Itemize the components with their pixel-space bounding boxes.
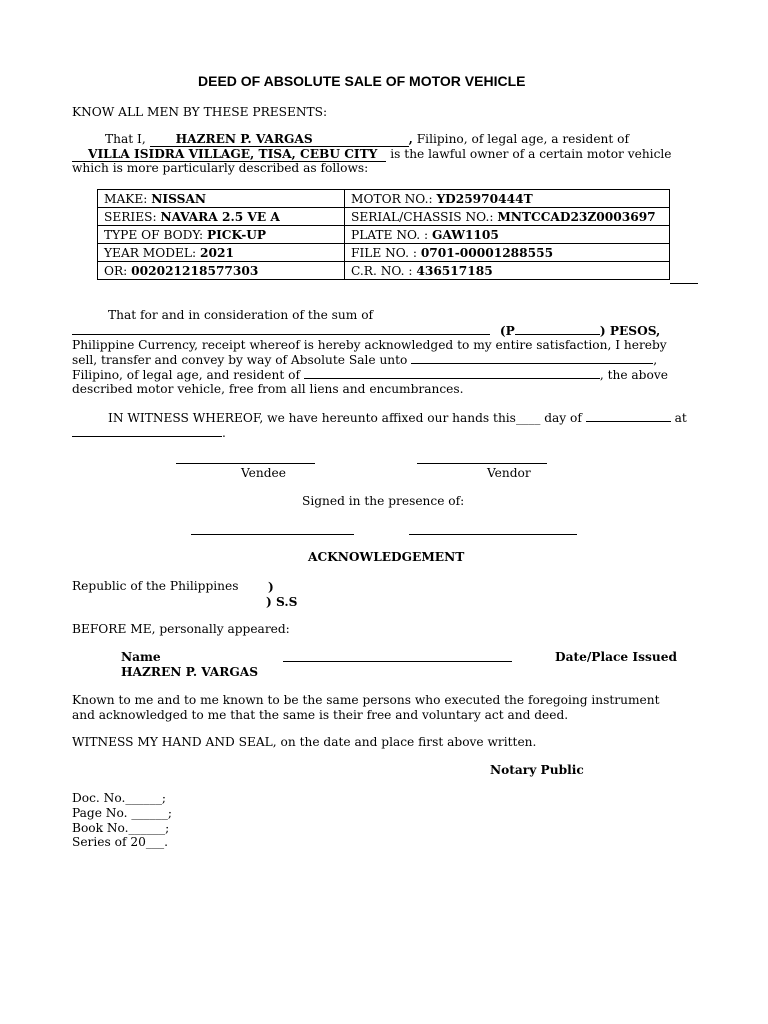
date-place-header: Date/Place Issued — [555, 650, 677, 664]
plate-no-cell: PLATE NO. : GAW1105 — [345, 226, 670, 244]
that-i-text: That I, — [105, 132, 146, 146]
notary-public-label: Notary Public — [490, 763, 584, 777]
p3-line1 — [108, 410, 687, 426]
table-row — [98, 226, 670, 244]
month-blank[interactable] — [586, 410, 671, 422]
comma: , — [408, 132, 413, 146]
chassis-no-cell: SERIAL/CHASSIS NO.: MNTCCAD23Z0003697 — [345, 208, 670, 226]
presence-text: Signed in the presence of: — [302, 494, 465, 508]
witness-text: IN WITNESS WHEREOF, we have hereunto affixed our hands this____ day of — [108, 411, 582, 425]
cr-no-cell: C.R. NO. : 436517185 — [345, 262, 670, 280]
acknowledgement-title: ACKNOWLEDGEMENT — [308, 550, 465, 564]
p2-line6: described motor vehicle, free from all liens and encumbrances. — [72, 382, 464, 396]
vendee-label: Vendee — [241, 466, 286, 480]
doc-no: Doc. No.______; — [72, 791, 167, 805]
sell-unto-text: sell, transfer and convey by way of Absolute Sale unto — [72, 353, 408, 367]
seller-address: VILLA ISIDRA VILLAGE, TISA, CEBU CITY — [72, 147, 386, 162]
buyer-address-blank[interactable] — [304, 367, 600, 379]
p2-line2 — [72, 323, 660, 339]
series-cell: SERIES: NAVARA 2.5 VE A — [98, 208, 345, 226]
resident-of-text: Filipino, of legal age, and resident of — [72, 368, 300, 382]
p2-line4 — [72, 352, 657, 368]
p3-line2 — [72, 425, 226, 441]
p1-line3: which is more particularly described as follows: — [72, 161, 369, 175]
vendor-signature-line[interactable] — [417, 463, 547, 464]
series-of: Series of 20___. — [72, 835, 169, 849]
amount-figure-blank[interactable] — [515, 323, 600, 335]
owner-text: is the lawful owner of a certain motor vehicle — [390, 147, 672, 161]
at-text: at — [674, 411, 687, 425]
name-header: Name — [121, 650, 161, 664]
table-underline-extension — [670, 283, 698, 284]
known-line1: Known to me and to me known to be the same persons who executed the foregoing instrument — [72, 693, 660, 707]
table-row — [98, 208, 670, 226]
comma: , — [653, 353, 658, 367]
filipino-text: Filipino, of legal age, a resident of — [416, 132, 630, 146]
table-row — [98, 262, 670, 280]
appearing-person-name: HAZREN P. VARGAS — [121, 665, 259, 679]
witness-hand-text: WITNESS MY HAND AND SEAL, on the date and place first above written. — [72, 735, 537, 749]
vendor-label: Vendor — [487, 466, 531, 480]
witness1-signature-line[interactable] — [191, 534, 354, 535]
above-text: , the above — [599, 368, 668, 382]
vehicle-details-table — [97, 189, 670, 280]
paren-2: ) S.S — [266, 595, 298, 609]
republic-text: Republic of the Philippines — [72, 579, 239, 593]
table-row — [98, 244, 670, 262]
page-no: Page No. ______; — [72, 806, 173, 820]
p1-line1 — [105, 132, 629, 147]
amount-words-blank[interactable] — [72, 323, 490, 335]
pesos-text: ) PESOS, — [599, 324, 661, 338]
p-open: (P — [499, 324, 515, 338]
before-me-text: BEFORE ME, personally appeared: — [72, 622, 290, 636]
table-row — [98, 190, 670, 208]
document-title: DEED OF ABSOLUTE SALE OF MOTOR VEHICLE — [198, 73, 526, 89]
or-cell: OR: 002021218577303 — [98, 262, 345, 280]
year-model-cell: YEAR MODEL: 2021 — [98, 244, 345, 262]
period: . — [222, 426, 226, 440]
vendee-signature-line[interactable] — [176, 463, 315, 464]
motor-no-cell: MOTOR NO.: YD25970444T — [345, 190, 670, 208]
witness2-signature-line[interactable] — [409, 534, 577, 535]
intro-text: KNOW ALL MEN BY THESE PRESENTS: — [72, 105, 328, 119]
file-no-cell: FILE NO. : 0701-00001288555 — [345, 244, 670, 262]
consideration-text: That for and in consideration of the sum of — [108, 308, 374, 322]
p2-line5 — [72, 367, 668, 383]
p1-line2 — [72, 147, 672, 162]
known-line2: and acknowledged to me that the same is their free and voluntary act and deed. — [72, 708, 569, 722]
id-number-line[interactable] — [283, 661, 512, 662]
p2-line3: Philippine Currency, receipt whereof is hereby acknowledged to my entire satisfaction, I hereby — [72, 338, 667, 352]
place-blank[interactable] — [72, 425, 222, 437]
book-no: Book No.______; — [72, 821, 170, 835]
body-type-cell: TYPE OF BODY: PICK-UP — [98, 226, 345, 244]
seller-name: HAZREN P. VARGAS — [150, 132, 409, 147]
paren-1: ) — [268, 580, 274, 594]
make-cell: MAKE: NISSAN — [98, 190, 345, 208]
ss-text — [266, 595, 297, 610]
buyer-name-blank[interactable] — [411, 352, 653, 364]
